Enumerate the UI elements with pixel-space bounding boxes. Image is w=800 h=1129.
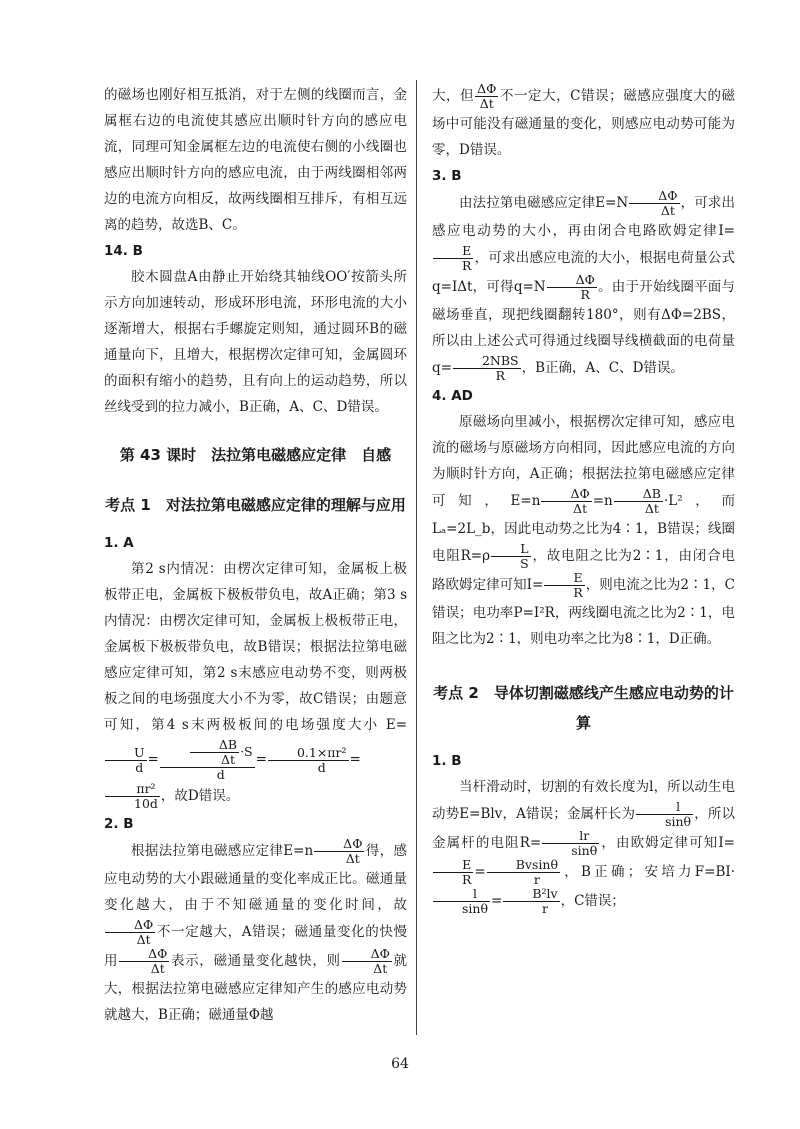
paragraph: 原磁场向里减小，根据楞次定律可知，感应电流的磁场与原磁场方向相同，因此感应电流的方向为顺时针方向，A正确；根据法拉第电磁感应定律可知，E=n $\frac{\Delta\Phi}{\Delta t}$ =n $\frac{\Delta B}{\Delta t}$ ·L²，而Lₐ=2L_b，因此电动势之比为4∶1，B错误；线圈电阻R=ρ $\frac{L}{S}$ ，故电阻之比为2∶1，由闭合电路欧姆定律可知I= $\frac{E}{R}$ ，则电流之比为2∶1，C错误；电功率P=I²R，两线圈电流之比为2∶1，电阻之比为2∶1，则电功率之比为8∶1，D正确。 xyxy=(432,414,735,647)
paragraph: 大，但 $\frac{\Delta\Phi}{\Delta t}$ 不一定大，C错误；磁感应强度大的磁场中可能没有磁通量的变化，则感应电动势可能为零，D错误。 xyxy=(432,81,735,158)
paragraph: 当杆滑动时，切割的有效长度为l，所以动生电动势E=Blv，A错误；金属杆长为 $\frac{l}{\sin\theta}$ ，所以金属杆的电阻R= $\frac{lr}{\sin\theta}$ ，由欧姆定律可知I= $\frac{E}{R}$ = $\frac{Bvsin\theta}{r}$ ，B正确；安培力F=BI· $\frac{l}{\sin\theta}$ = $\frac{\text{B²lv}}{r}$ ，C错误； xyxy=(432,779,736,916)
page-number: 64 xyxy=(391,1056,409,1072)
fraction: $\frac{U}{d}$ xyxy=(105,746,147,775)
lesson-title: 第 43 课时 法拉第电磁感应定律 自感 xyxy=(119,446,392,464)
fraction: $\frac{\text{πr²}}{10d}$ xyxy=(105,782,160,811)
paragraph: 根据法拉第电磁感应定律E=n $\frac{\Delta\Phi}{\Delta t}$ 得，感应电动势的大小跟磁通量的变化率成正比。磁通量变化越大，由于不知磁通量的变化时间，故 $\frac{\Delta\Phi}{\Delta t}$ 不一定越大，A错误；磁通量变化的快慢用 $\frac{\Delta\Phi}{\Delta t}$ 表示，磁通量变化越快，则 $\frac{\Delta\Phi}{\Delta t}$ 就大，根据法拉第电磁感应定律知产生的感应电动势就越大，B正确；磁通量Φ越 xyxy=(104,836,408,1023)
answer-number: 2. B xyxy=(104,816,134,832)
section-heading: 考点 1 对法拉第电磁感应定律的理解与应用 xyxy=(105,496,406,514)
paragraph: 由法拉第电磁感应定律E=N $\frac{\Delta\Phi}{\Delta t}$ ，可求出感应电动势的大小，再由闭合电路欧姆定律I= $\frac{E}{R}$ ，可求出感应电流的大小，根据电荷量公式q=IΔt，可得q=N $\frac{\Delta\Phi}{R}$ 。由于开始线圈平面与磁场垂直，现把线圈翻转180°，则有ΔΦ=2BS，所以由上述公式可得通过线圈导线横截面的电荷量q= $\frac{\text{2NBS}}{R}$ ，B正确，A、C、D错误。 xyxy=(432,188,736,383)
paragraph: 第2 s内情况：由楞次定律可知，金属板上极板带正电，金属板下极板带负电，故A正确；第3 s内情况：由楞次定律可知，金属板上极板带正电，金属板下极板带负电，故B错误；根据法拉第电磁感应定律可知，第2 s末感应电动势不变，则两极板之间的电场强度大小不为零，故C错误；由题意可知，第4 s末两极板间的电场强度大小 E= $\frac{U}{d}$ = $\frac{\Delta B}{\Delta t}$ ·S d = $\frac{\text{0.1×πr²}}{d}$ = $\frac{\text{πr²}}{10d}$ ，故D错误。 xyxy=(104,561,407,811)
column-divider xyxy=(416,80,417,1035)
left-column xyxy=(104,82,407,1028)
paragraph: 胶木圆盘A由静止开始绕其轴线OO′按箭头所示方向加速转动，形成环形电流，环形电流的大小逐渐增大，根据右手螺旋定则知，通过圆环B的磁通量向下，且增大，根据楞次定律可知，金属圆环的面积有缩小的趋势，且有向上的运动趋势，所以丝线受到的拉力减小，B正确，A、C、D错误。 xyxy=(104,269,407,415)
answer-number: 4. AD xyxy=(432,388,473,404)
fraction: $\frac{\Delta B}{\Delta t}$ ·S d xyxy=(160,738,255,782)
answer-number: 1. B xyxy=(432,753,462,769)
fraction: $\frac{\text{0.1×πr²}}{d}$ xyxy=(268,746,349,775)
answer-number: 14. B xyxy=(104,243,143,259)
answer-number: 1. A xyxy=(104,535,134,551)
right-column xyxy=(432,82,735,916)
paragraph: 的磁场也刚好相互抵消，对于左侧的线圈而言，金属框右边的电流使其感应出顺时针方向的感应电流，同理可知金属框左边的电流使右侧的小线圈也感应出顺时针方向的感应电流，由于两线圈相邻两边的电流方向相反，故两线圈相互排斥，有相互远离的趋势，故选B、C。 xyxy=(104,87,407,233)
answer-number: 3. B xyxy=(432,168,462,184)
section-heading: 考点 2 导体切割磁感线产生感应电动势的计算 xyxy=(433,684,734,732)
